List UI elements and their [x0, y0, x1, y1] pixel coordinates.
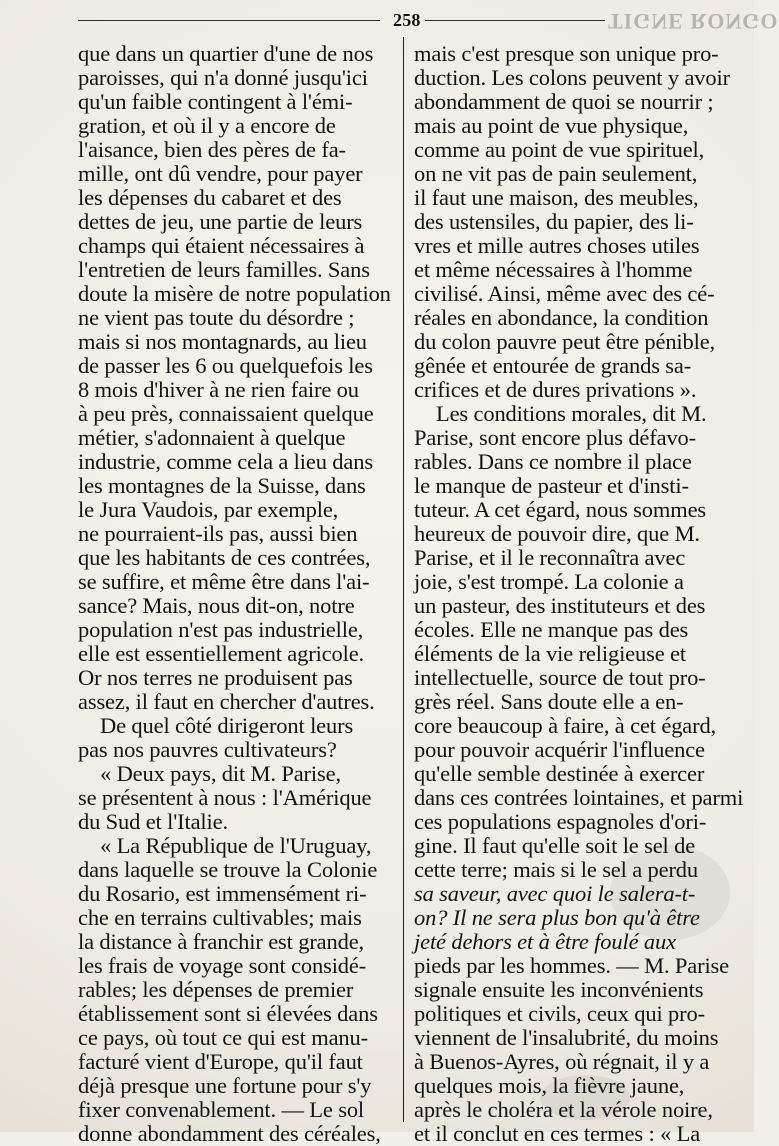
text-line: sance? Mais, nous dit-on, notre [78, 593, 355, 618]
text-line: quelques mois, la fièvre jaune, [414, 1073, 685, 1098]
text-line: doute la misère de notre population [78, 281, 391, 306]
text-line: il faut une maison, des meubles, [414, 185, 699, 210]
text-line: du colon pauvre peut être pénible, [414, 329, 716, 354]
text-line: pour pouvoir acquérir l'influence [414, 737, 705, 762]
text-line: on ne vit pas de pain seulement, [414, 161, 698, 186]
text-line: vres et mille autres choses utiles [414, 233, 700, 258]
text-line: politiques et civils, ceux qui pro- [414, 1001, 705, 1026]
text-line: mais au point de vue physique, [414, 113, 689, 138]
text-line: signale ensuite les inconvénients [414, 977, 704, 1002]
text-line: cette terre; mais si le sel a perdu [414, 857, 698, 882]
text-line: après le choléra et la vérole noire, [414, 1097, 713, 1122]
text-line: établissement sont si élevées dans [78, 1001, 378, 1026]
text-line: comme au point de vue spirituel, [414, 137, 705, 162]
text-line: réales en abondance, la condition [414, 305, 709, 330]
column-divider [403, 37, 404, 1122]
text-line: ce pays, où tout ce qui est manu- [78, 1025, 368, 1050]
italic-quote-line: on? Il ne sera plus bon qu'à être [414, 905, 700, 930]
text-line: de passer les 6 ou quelquefois les [78, 353, 373, 378]
text-line: core beaucoup à faire, à cet égard, [414, 713, 717, 738]
header-rule-left [78, 20, 380, 21]
text-line: ces populations espagnoles d'ori- [414, 809, 707, 834]
paragraph-start-line: Les conditions morales, dit M. [436, 401, 707, 426]
text-line: intellectuelle, source de tout pro- [414, 665, 706, 690]
text-line: métier, s'adonnaient à quelque [78, 425, 346, 450]
text-line: l'aisance, bien des pères de fa- [78, 137, 346, 162]
text-line: crifices et de dures privations ». [414, 377, 697, 402]
text-line: abondamment de quoi se nourrir ; [414, 89, 714, 114]
page-number: 258 [393, 10, 421, 30]
text-line: déjà presque une fortune pour s'y [78, 1073, 372, 1098]
header-bleed-through: TIGNE RONGO [608, 9, 779, 34]
text-line: tuteur. A cet égard, nous sommes [414, 497, 707, 522]
text-line: qu'un faible contingent à l'émi- [78, 89, 353, 114]
text-line: grès réel. Sans doute elle a en- [414, 689, 684, 714]
paragraph-start-line: « Deux pays, dit M. Parise, [100, 761, 341, 786]
italic-quote-line: jeté dehors et à être foulé aux [414, 929, 676, 954]
right-column [414, 41, 744, 1146]
text-line: la distance à franchir est grande, [78, 929, 365, 954]
text-line: champs qui étaient nécessaires à [78, 233, 365, 258]
text-line: rables; les dépenses de premier [78, 977, 354, 1002]
text-line: les dépenses du cabaret et des [78, 185, 342, 210]
text-line: et il conclut en ces termes : « La [414, 1121, 701, 1146]
text-line: ne pourraient-ils pas, aussi bien [78, 521, 358, 546]
text-line: Parise, sont encore plus défavo- [414, 425, 696, 450]
text-line: 8 mois d'hiver à ne rien faire ou [78, 377, 359, 402]
text-line: pieds par les hommes. — M. Parise [414, 953, 730, 978]
text-line: mais c'est presque son unique pro- [414, 41, 719, 66]
left-column [78, 42, 396, 1146]
text-line: fixer convenablement. — Le sol [78, 1097, 365, 1122]
text-line: éléments de la vie religieuse et [414, 641, 686, 666]
text-line: dettes de jeu, une partie de leurs [78, 209, 363, 234]
text-line: Or nos terres ne produisent pas [78, 665, 353, 690]
text-line: se présentent à nous : l'Amérique [78, 785, 372, 810]
text-line: écoles. Elle ne manque pas des [414, 617, 689, 642]
text-line: pas nos pauvres cultivateurs? [78, 737, 337, 762]
text-line: à Buenos-Ayres, où régnait, il y a [414, 1049, 710, 1074]
text-line: duction. Les colons peuvent y avoir [414, 65, 730, 90]
text-line: un pasteur, des instituteurs et des [414, 593, 706, 618]
text-line: que dans un quartier d'une de nos [78, 41, 374, 66]
text-line: che en terrains cultivables; mais [78, 905, 362, 930]
text-line: mille, ont dû vendre, pour payer [78, 161, 363, 186]
text-line: industrie, comme cela a lieu dans [78, 449, 373, 474]
text-line: du Sud et l'Italie. [78, 809, 228, 834]
text-line: dans ces contrées lointaines, et parmi [414, 785, 744, 810]
text-line: heureux de pouvoir dire, que M. [414, 521, 700, 546]
text-line: facturé vient d'Europe, qu'il faut [78, 1049, 363, 1074]
text-line: le Jura Vaudois, par exemple, [78, 497, 339, 522]
paragraph-start-line: De quel côté dirigeront leurs [100, 713, 354, 738]
text-line: les frais de voyage sont considé- [78, 953, 367, 978]
text-line: elle est essentiellement agricole. [78, 641, 365, 666]
text-line: Parise, et il le reconnaîtra avec [414, 545, 686, 570]
text-line: que les habitants de ces contrées, [78, 545, 371, 570]
text-line: joie, s'est trompé. La colonie a [414, 569, 684, 594]
text-line: gine. Il faut qu'elle soit le sel de [414, 833, 696, 858]
page-header [78, 8, 779, 34]
text-line: et même nécessaires à l'homme [414, 257, 693, 282]
text-line: civilisé. Ainsi, même avec des cé- [414, 281, 715, 306]
text-line: gênée et entourée de grands sa- [414, 353, 692, 378]
text-line: qu'elle semble destinée à exercer [414, 761, 705, 786]
text-line: ne vient pas toute du désordre ; [78, 305, 355, 330]
italic-quote-line: sa saveur, avec quoi le salera-t- [414, 881, 696, 906]
text-line: gration, et où il y a encore de [78, 113, 336, 138]
header-rule-right [425, 20, 605, 21]
text-line: se suffire, et même être dans l'ai- [78, 569, 370, 594]
text-line: du Rosario, est immensément ri- [78, 881, 367, 906]
text-line: à peu près, connaissaient quelque [78, 401, 374, 426]
text-line: dans laquelle se trouve la Colonie [78, 857, 378, 882]
text-line: l'entretien de leurs familles. Sans [78, 257, 370, 282]
text-line: les montagnes de la Suisse, dans [78, 473, 366, 498]
text-line: le manque de pasteur et d'insti- [414, 473, 689, 498]
text-line: assez, il faut en chercher d'autres. [78, 689, 375, 714]
paragraph-start-line: « La République de l'Uruguay, [100, 833, 372, 858]
text-line: viennent de l'insalubrité, du moins [414, 1025, 719, 1050]
text-line: mais si nos montagnards, au lieu [78, 329, 367, 354]
text-line: des ustensiles, du papier, des li- [414, 209, 694, 234]
text-line: population n'est pas industrielle, [78, 617, 364, 642]
text-line: paroisses, qui n'a donné jusqu'ici [78, 65, 368, 90]
text-line: rables. Dans ce nombre il place [414, 449, 692, 474]
text-line: donne abondamment des céréales, [78, 1121, 381, 1146]
